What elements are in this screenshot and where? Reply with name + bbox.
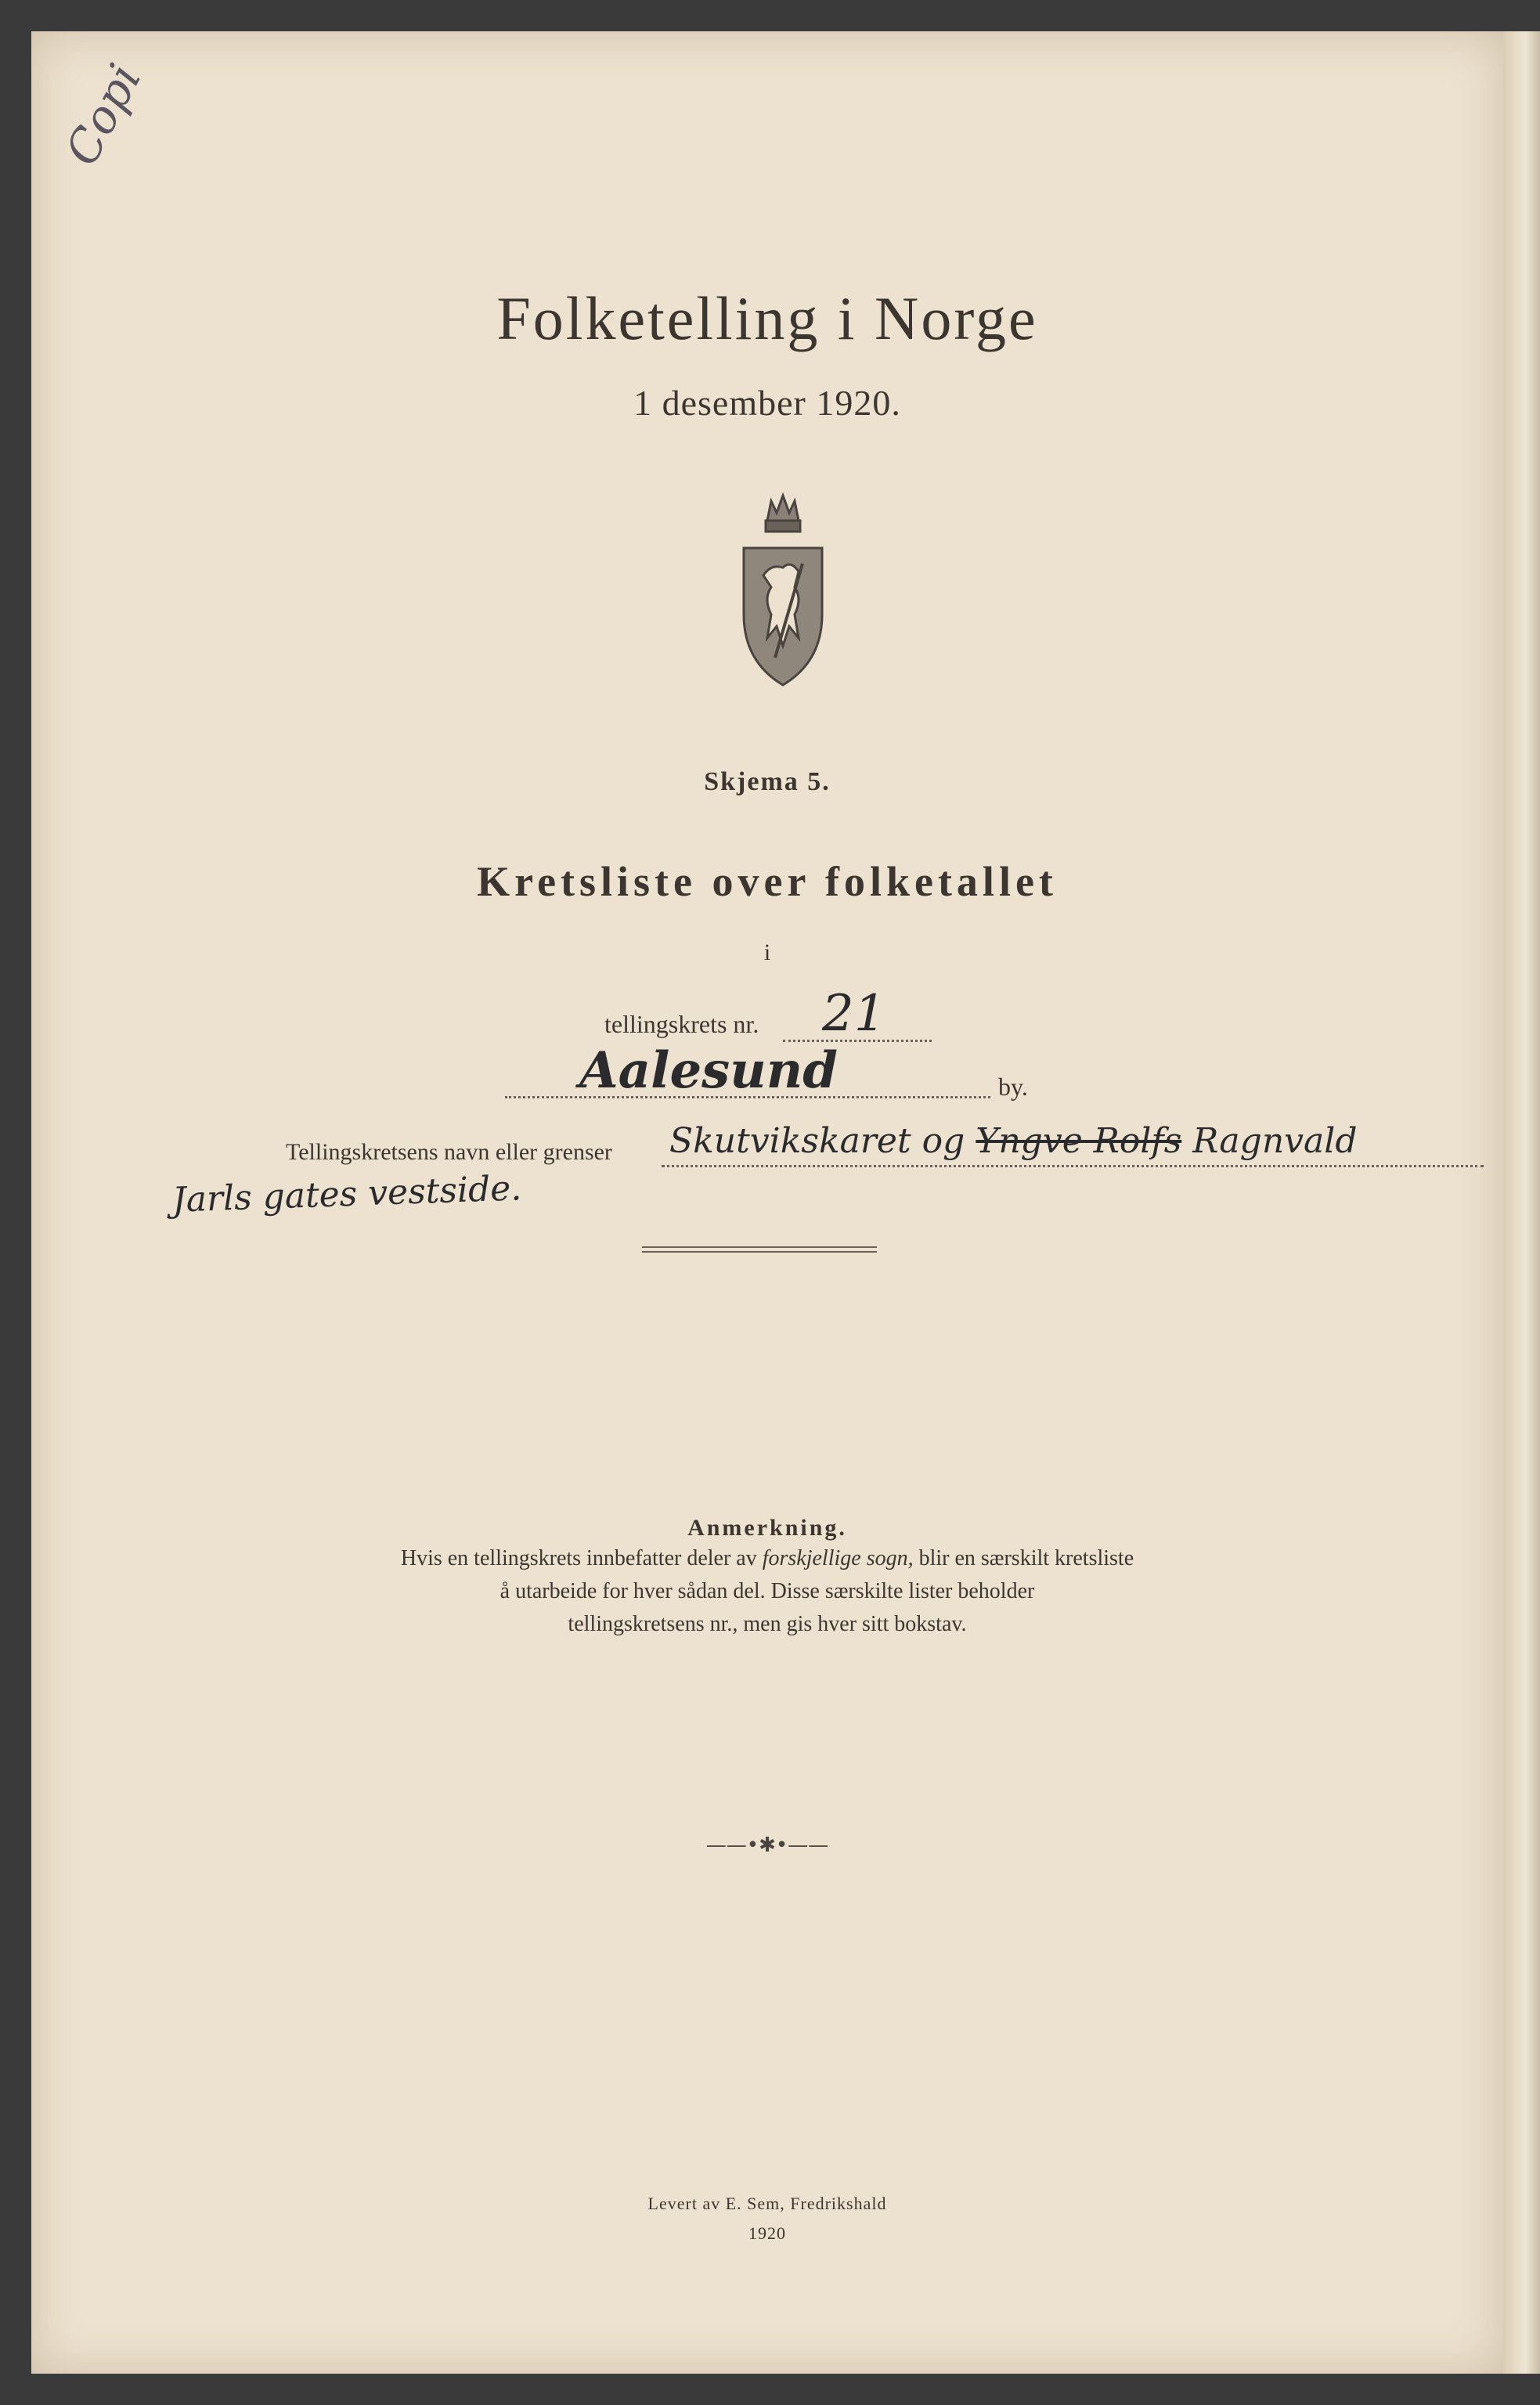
- margin-note: Copi: [55, 55, 152, 174]
- form-schema-number: Skjema 5.: [704, 767, 831, 796]
- remark-line-2: å utarbeide for hver sådan del. Disse særskilte lister beholder: [500, 1579, 1035, 1603]
- remark-line-1-emphasis: forskjellige sogn,: [762, 1546, 914, 1570]
- census-form-page: [31, 31, 1503, 2374]
- district-names-field[interactable]: [669, 1121, 1358, 1161]
- norwegian-lion-coat-of-arms-icon: [728, 489, 838, 693]
- district-names-label: Tellingskretsens navn eller grenser: [286, 1139, 612, 1165]
- district-names-field-line2[interactable]: Jarls gates vestside.: [171, 1168, 522, 1221]
- remark-line-1-b: blir en særskilt kretsliste: [913, 1546, 1134, 1570]
- remark-line-3: tellingskretsens nr., men gis hver sitt bokstav.: [568, 1612, 967, 1636]
- connector-word: i: [763, 939, 771, 965]
- names-value-struck: Yngve Rolfs: [976, 1121, 1182, 1161]
- district-number-label: tellingskrets nr.: [604, 1010, 759, 1038]
- remark-line-1-a: Hvis en tellingskrets innbefatter deler av: [400, 1546, 763, 1570]
- remark-heading: Anmerkning.: [687, 1515, 847, 1541]
- town-field[interactable]: Aalesund: [579, 1041, 838, 1100]
- divider-rule-bottom: [642, 1251, 877, 1253]
- document-title: Folketelling i Norge: [496, 284, 1038, 352]
- census-date: 1 desember 1920.: [633, 383, 901, 423]
- names-value-part2: Ragnvald: [1192, 1121, 1358, 1161]
- ornament-divider: ——•✱•——: [705, 1833, 829, 1857]
- page-edge: [1503, 31, 1540, 2374]
- district-number-field[interactable]: 21: [822, 985, 886, 1043]
- town-suffix: by.: [998, 1073, 1028, 1101]
- district-names-line: [662, 1165, 1484, 1167]
- names-value-part1: Skutvikskaret og: [669, 1121, 965, 1161]
- printer-year: 1920: [748, 2223, 786, 2243]
- printer-credit: Levert av E. Sem, Fredrikshald: [647, 2194, 887, 2213]
- remark-line-1: [31, 1546, 1503, 1571]
- form-heading: Kretsliste over folketallet: [477, 858, 1058, 905]
- divider-rule-top: [642, 1246, 877, 1248]
